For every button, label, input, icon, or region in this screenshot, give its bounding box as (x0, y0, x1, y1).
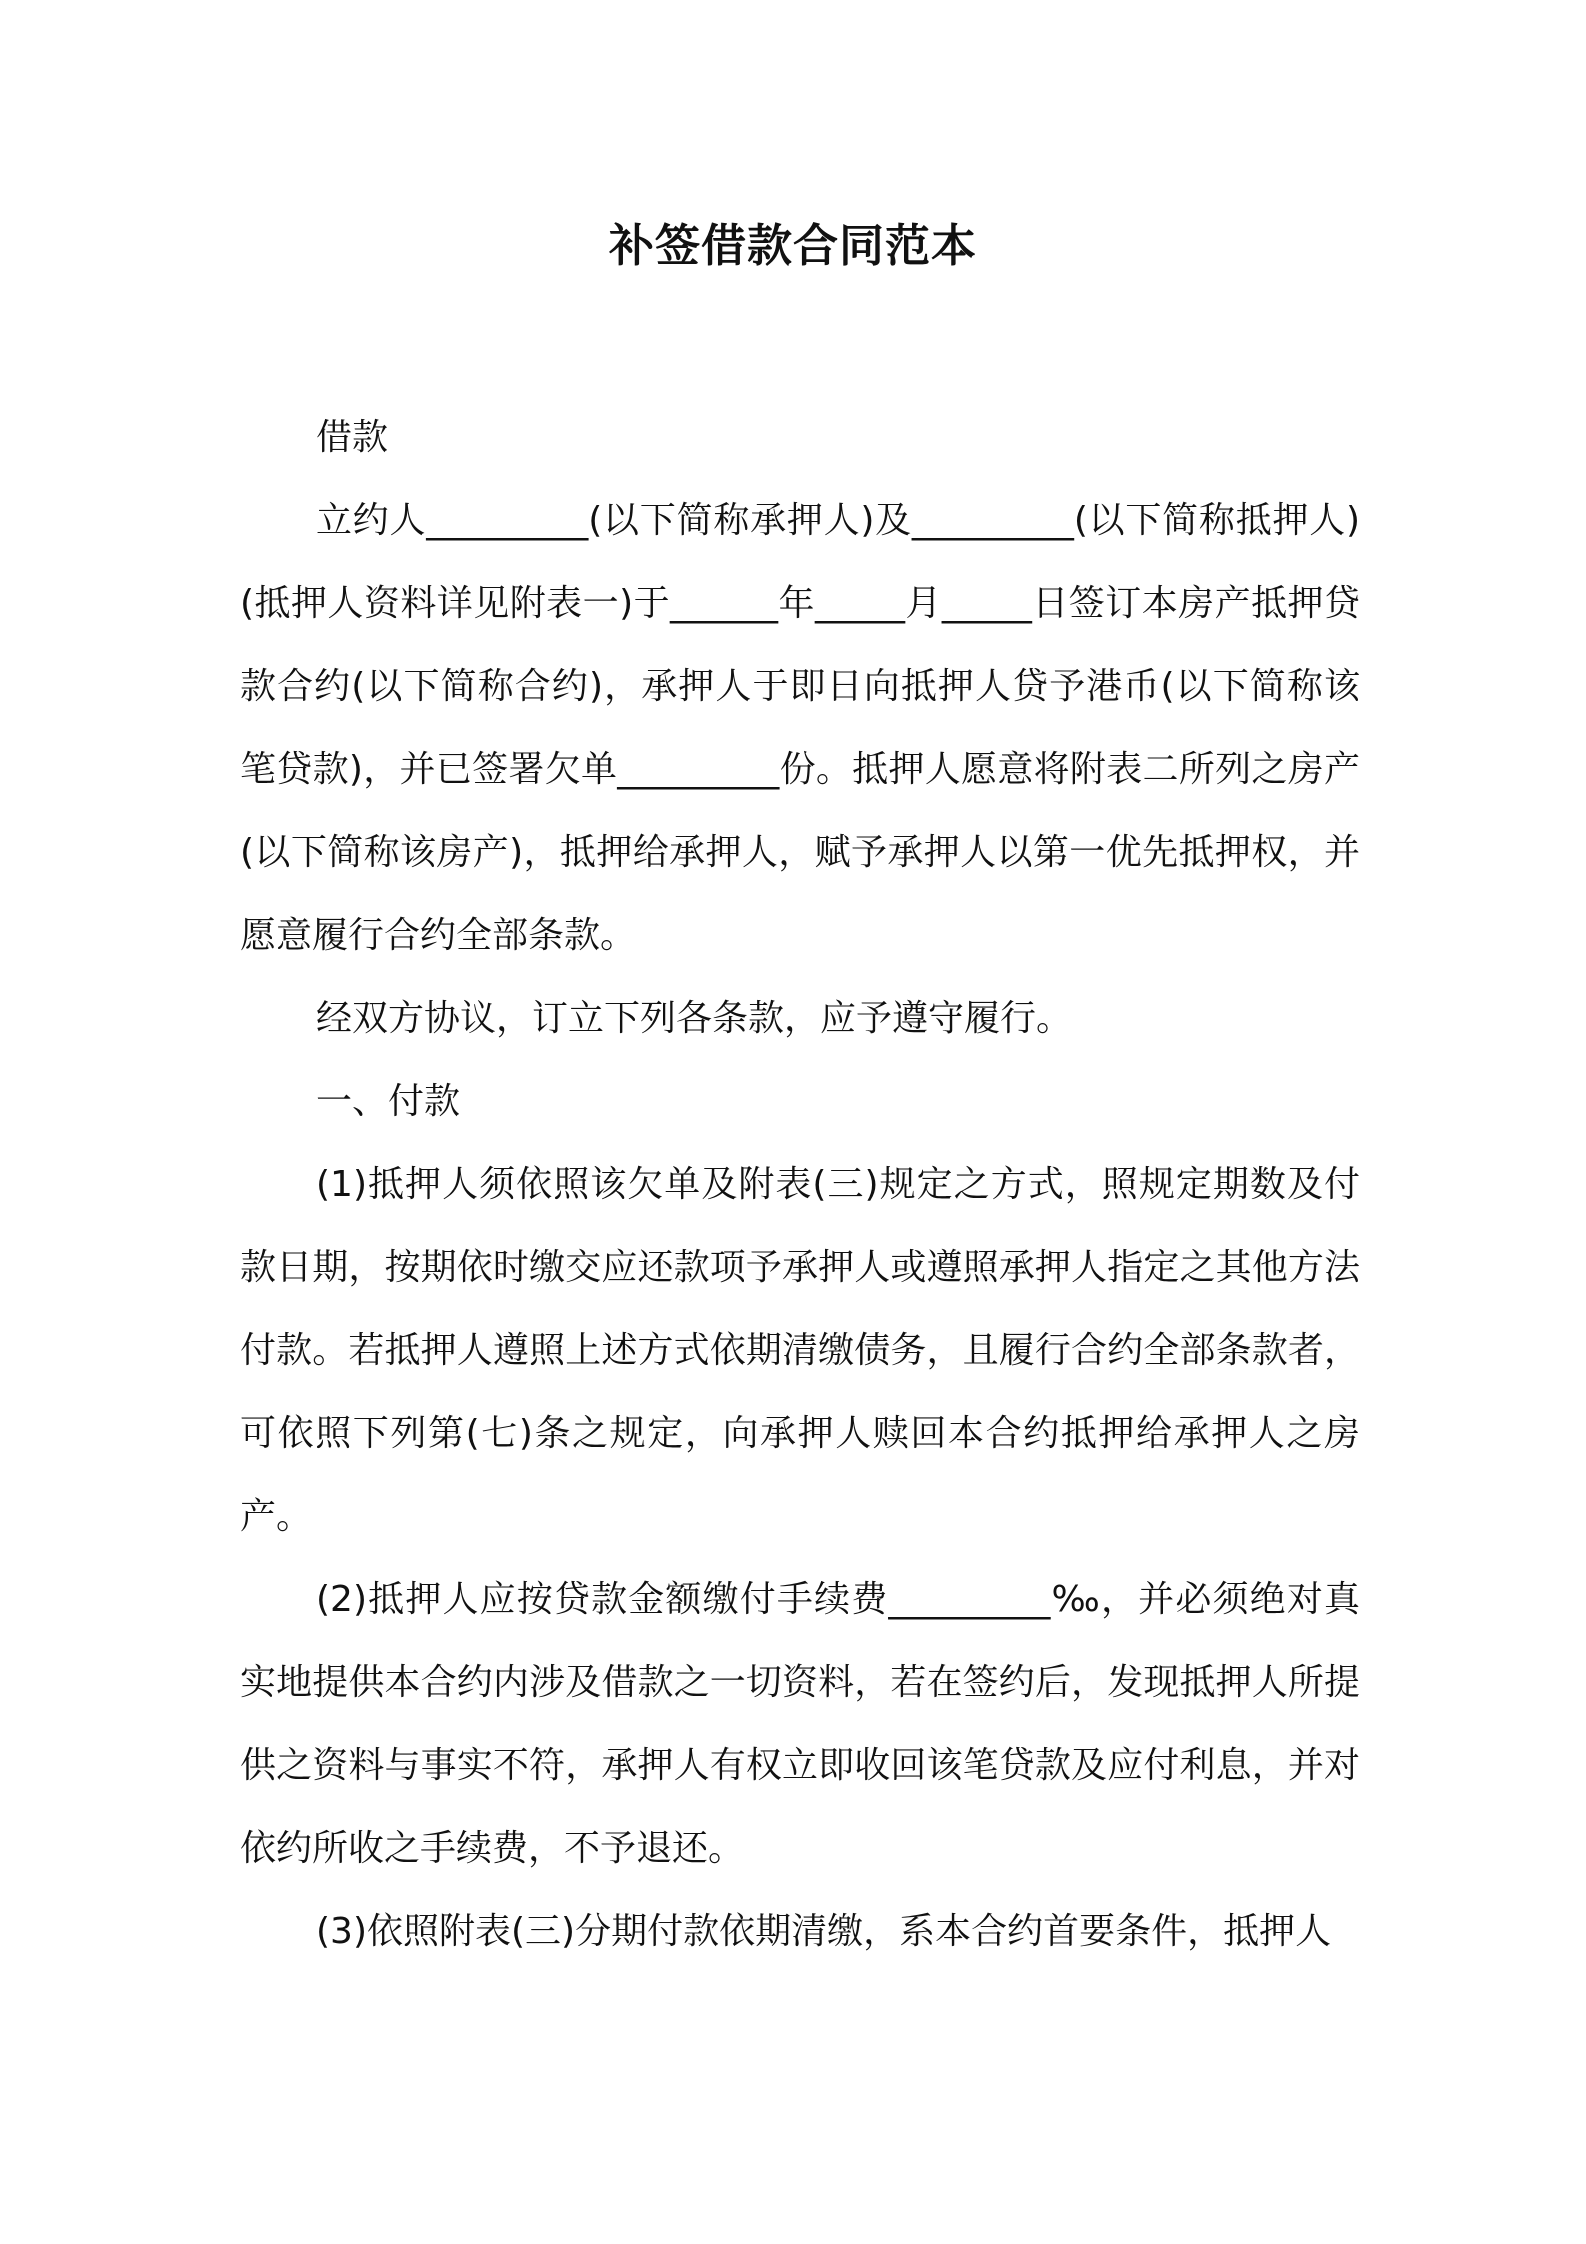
clause-1: (1)抵押人须依照该欠单及附表(三)规定之方式，照规定期数及付款日期，按期依时缴交应还款项予承押人或遵照承押人指定之其他方法付款。若抵押人遵照上述方式依期清缴债务，且履行合约全部条款者，可依照下列第(七)条之规定，向承押人赎回本合约抵押给承押人之房产。 (240, 1164, 1360, 1537)
paragraph-agreement: 经双方协议，订立下列各条款，应予遵守履行。 (316, 998, 1073, 1039)
document-title: 补签借款合同范本 (608, 219, 977, 272)
clause-3: (3)依照附表(三)分期付款依期清缴，系本合约首要条件，抵押人 (316, 1911, 1332, 1952)
section-heading-payment: 一、付款 (316, 1081, 461, 1122)
paragraph-parties: 立约人_________(以下简称承押人)及_________(以下简称抵押人)(抵押人资料详见附表一)于______年_____月_____日签订本房产抵押贷款合约(以下简称合约)，承押人于即日向抵押人贷予港币(以下简称该笔贷款)，并已签署欠单_________份。抵押人愿意将附表二所列之房产(以下简称该房产)，抵押给承押人，赋予承押人以第一优先抵押权，并愿意履行合约全部条款。 (240, 500, 1360, 956)
paragraph-heading-loan: 借款 (316, 417, 389, 458)
clause-2: (2)抵押人应按贷款金额缴付手续费_________‰，并必须绝对真实地提供本合约内涉及借款之一切资料，若在签约后，发现抵押人所提供之资料与事实不符，承押人有权立即收回该笔贷款及应付利息，并对依约所收之手续费，不予退还。 (240, 1579, 1360, 1869)
document-body (240, 396, 1360, 1973)
